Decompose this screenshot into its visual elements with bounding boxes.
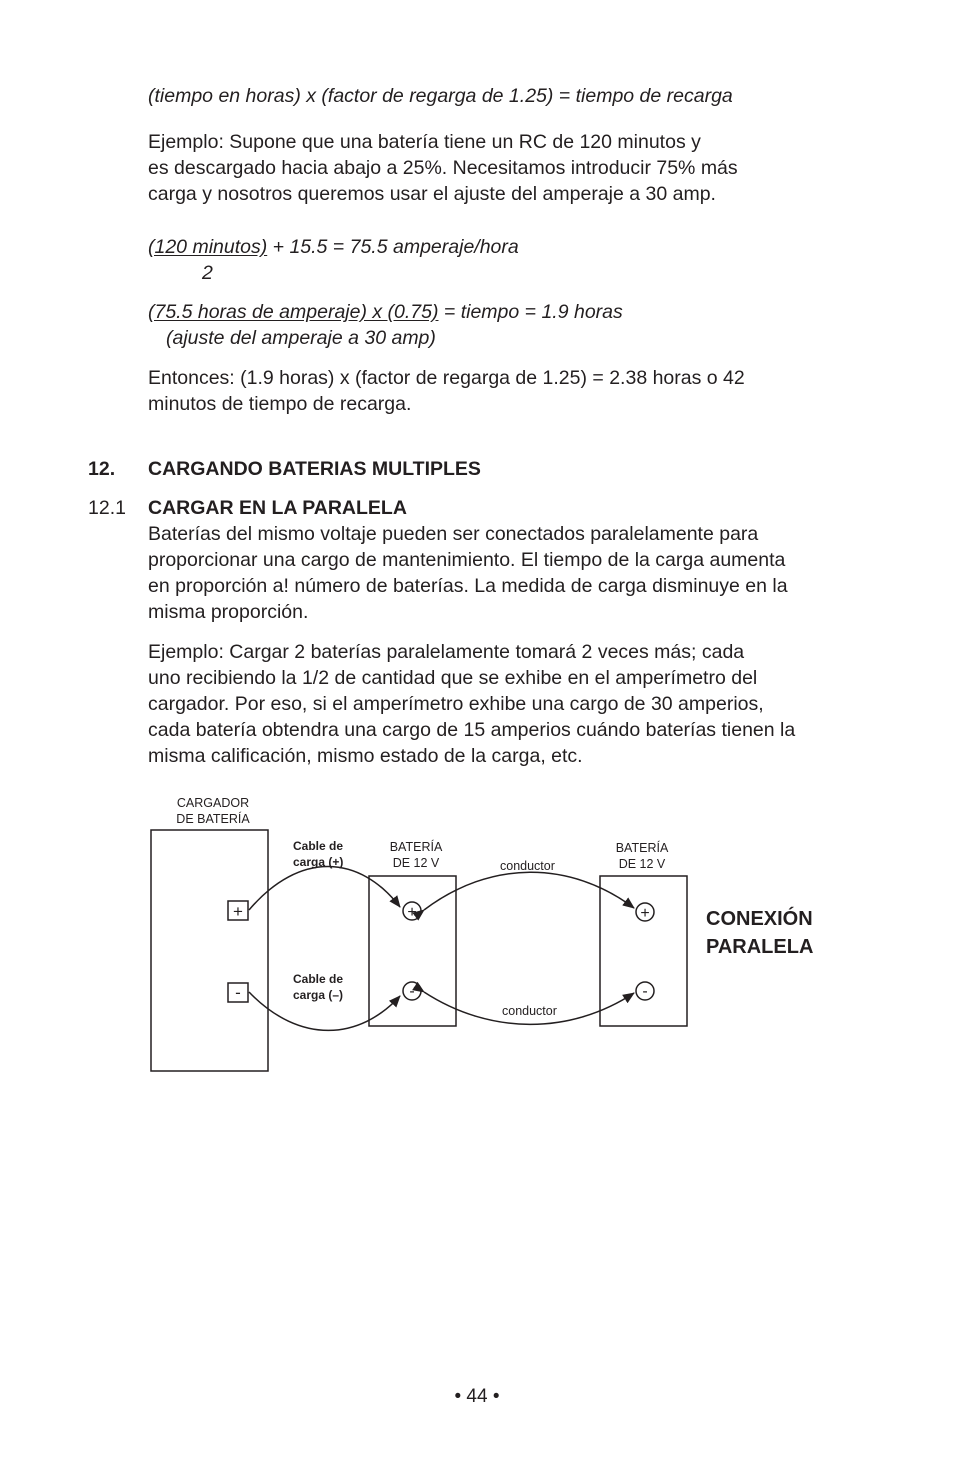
battery-2-label-line-2: DE 12 V bbox=[618, 857, 666, 871]
section-12-1-number: 12.1 bbox=[88, 497, 126, 519]
charger-label-line-1: CARGADOR bbox=[176, 796, 250, 810]
charger-box bbox=[151, 830, 268, 1071]
battery-1-label-line-2: DE 12 V bbox=[392, 856, 440, 870]
cable-positive-label-line-2: carga (+) bbox=[293, 855, 344, 869]
equation-2-numerator: (75.5 horas de amperaje) x (0.75) bbox=[148, 301, 439, 323]
diagram-title-line-2: PARALELA bbox=[706, 936, 814, 958]
battery-1-label-line-1: BATERÍA bbox=[389, 840, 443, 854]
section-12-title: CARGANDO BATERIAS MULTIPLES bbox=[148, 458, 481, 480]
equation-1-numerator: (120 minutos) bbox=[148, 236, 268, 258]
conductor-top-label: conductor bbox=[500, 859, 555, 873]
example-2-line-4: cada batería obtendra una cargo de 15 amperios cuándo baterías tienen la bbox=[148, 719, 796, 741]
positive-cable bbox=[249, 866, 400, 910]
example-line-2: es descargado hacia abajo a 25%. Necesitamos introducir 75% más bbox=[148, 157, 738, 179]
paragraph-line-3: en proporción a! número de baterías. La medida de carga disminuye en la bbox=[148, 575, 788, 597]
charger-label-line-2: DE BATERÍA bbox=[176, 812, 250, 826]
cable-positive-label-line-1: Cable de bbox=[293, 839, 344, 853]
conductor-bottom-label: conductor bbox=[502, 1004, 557, 1018]
recharge-formula: (tiempo en horas) x (factor de regarga de 1.25) = tiempo de recarga bbox=[148, 85, 733, 107]
battery-1-positive-sign: + bbox=[407, 904, 417, 921]
battery-2-box bbox=[600, 876, 687, 1026]
paragraph-line-2: proporcionar una cargo de mantenimiento. El tiempo de la carga aumenta bbox=[148, 549, 786, 571]
cable-negative-label-line-1: Cable de bbox=[293, 972, 344, 986]
example-2-line-3: cargador. Por eso, si el amperímetro exhibe una cargo de 30 amperios, bbox=[148, 693, 764, 715]
section-12-1-title: CARGAR EN LA PARALELA bbox=[148, 497, 407, 519]
battery-2-positive-sign: + bbox=[640, 905, 650, 922]
example-line-1: Ejemplo: Supone que una batería tiene un RC de 120 minutos y bbox=[148, 131, 701, 153]
battery-2-negative-sign: - bbox=[642, 983, 648, 1000]
charger-positive-sign: + bbox=[233, 902, 243, 921]
example-2-line-5: misma calificación, mismo estado de la carga, etc. bbox=[148, 745, 583, 767]
example-2-line-2: uno recibiendo la 1/2 de cantidad que se exhibe en el amperímetro del bbox=[148, 667, 758, 689]
equation-2-rest: = tiempo = 1.9 horas bbox=[438, 301, 623, 323]
battery-2-label-line-1: BATERÍA bbox=[615, 841, 669, 855]
paragraph-line-4: misma proporción. bbox=[148, 601, 309, 623]
equation-2-denominator: (ajuste del amperaje a 30 amp) bbox=[166, 327, 436, 349]
equation-1-rest: + 15.5 = 75.5 amperaje/hora bbox=[267, 236, 519, 258]
diagram-title-line-1: CONEXIÓN bbox=[706, 908, 813, 930]
charger-negative-sign: - bbox=[235, 983, 241, 1002]
battery-1-negative-sign: - bbox=[409, 983, 415, 1000]
section-12-number: 12. bbox=[88, 458, 116, 480]
example-line-3: carga y nosotros queremos usar el ajuste del amperaje a 30 amp. bbox=[148, 183, 716, 205]
cable-negative-label-line-2: carga (–) bbox=[293, 988, 344, 1002]
example-2-line-1: Ejemplo: Cargar 2 baterías paralelamente tomará 2 veces más; cada bbox=[148, 641, 745, 663]
equation-1-denominator: 2 bbox=[202, 262, 213, 284]
result-line-1: Entonces: (1.9 horas) x (factor de regarga de 1.25) = 2.38 horas o 42 bbox=[148, 367, 745, 389]
page-number: • 44 • bbox=[454, 1386, 500, 1407]
paragraph-line-1: Baterías del mismo voltaje pueden ser conectados paralelamente para bbox=[148, 523, 759, 545]
result-line-2: minutos de tiempo de recarga. bbox=[148, 393, 412, 415]
